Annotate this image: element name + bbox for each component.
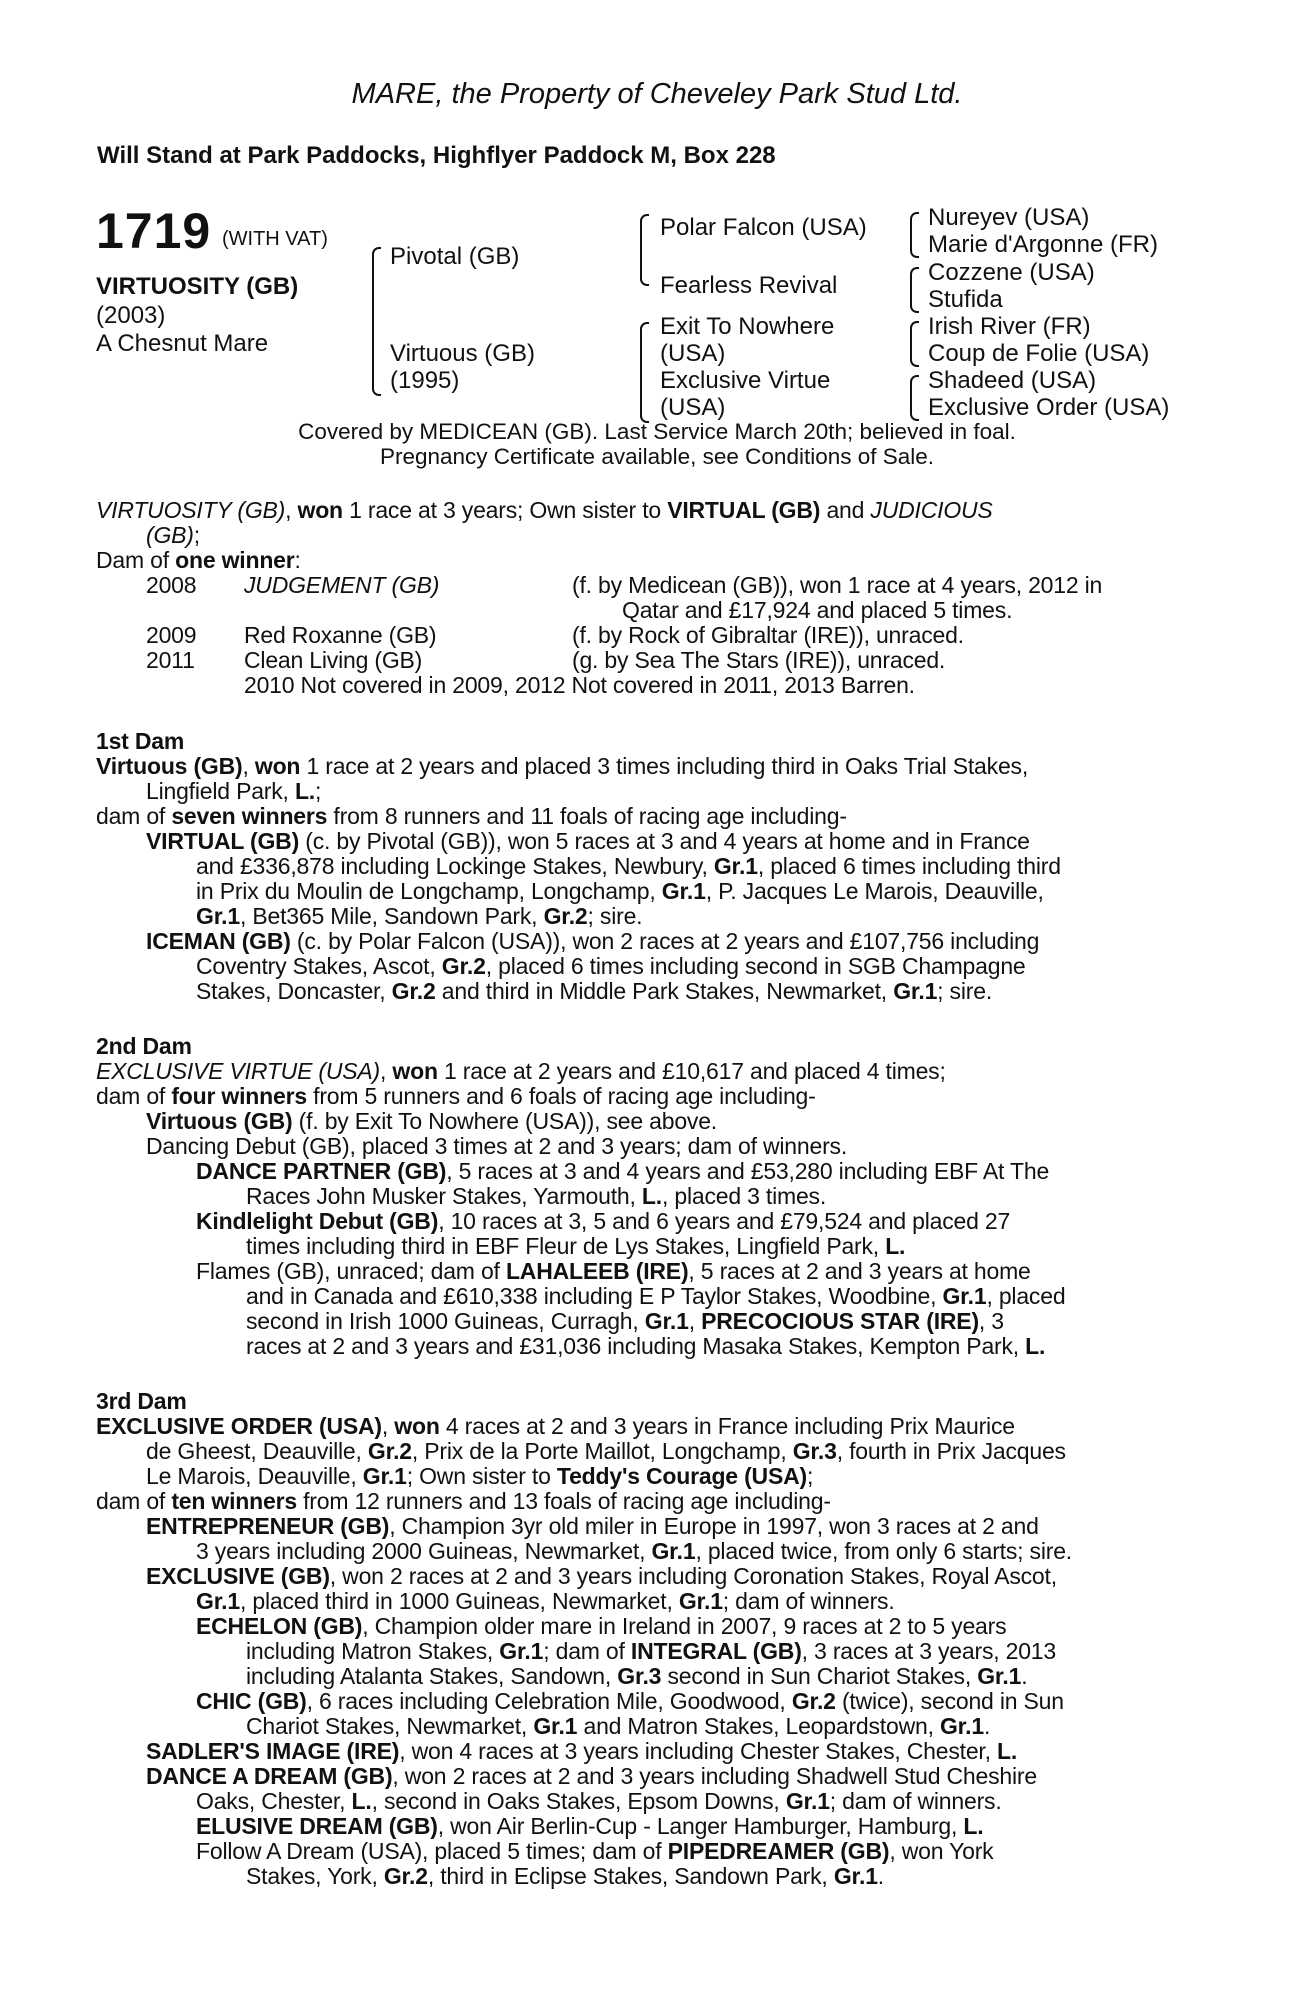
- text-line: dam of ten winners from 12 runners and 13 foals of racing age including-: [96, 1488, 831, 1514]
- text-line: Follow A Dream (USA), placed 5 times; dam of PIPEDREAMER (GB), won York: [196, 1838, 994, 1864]
- pedigree-dss: Irish River (FR): [928, 313, 1091, 340]
- text-line: ICEMAN (GB) (c. by Polar Falcon (USA)), won 2 races at 2 years and £107,756 including: [146, 928, 1040, 954]
- text-line: SADLER'S IMAGE (IRE), won 4 races at 3 years including Chester Stakes, Chester, L.: [146, 1738, 1018, 1764]
- pedigree-ddd: Exclusive Order (USA): [928, 394, 1170, 421]
- produce-name: Clean Living (GB): [244, 647, 423, 673]
- text-line: Stakes, York, Gr.2, third in Eclipse Stakes, Sandown Park, Gr.1.: [246, 1863, 884, 1889]
- text-line: Dam of one winner:: [96, 547, 301, 573]
- text-line: Races John Musker Stakes, Yarmouth, L., placed 3 times.: [246, 1183, 827, 1209]
- text-line: de Gheest, Deauville, Gr.2, Prix de la Porte Maillot, Longchamp, Gr.3, fourth in Prix Jacques: [146, 1438, 1066, 1464]
- vat-note: (WITH VAT): [222, 228, 328, 250]
- text-line: 2010 Not covered in 2009, 2012 Not covered in 2011, 2013 Barren.: [244, 672, 915, 698]
- text-line: Kindlelight Debut (GB), 10 races at 3, 5 and 6 years and £79,524 and placed 27: [196, 1208, 1011, 1234]
- text-line: ECHELON (GB), Champion older mare in Ireland in 2007, 9 races at 2 to 5 years: [196, 1613, 1007, 1639]
- produce-year: 2011: [146, 647, 195, 673]
- covered-note: Covered by MEDICEAN (GB). Last Service March 20th; believed in foal.: [298, 419, 1016, 444]
- text-line: CHIC (GB), 6 races including Celebration Mile, Goodwood, Gr.2 (twice), second in Sun: [196, 1688, 1064, 1714]
- text-line: EXCLUSIVE (GB), won 2 races at 2 and 3 years including Coronation Stakes, Royal Ascot,: [146, 1563, 1057, 1589]
- text-line: EXCLUSIVE ORDER (USA), won 4 races at 2 and 3 years in France including Prix Maurice: [96, 1413, 1015, 1439]
- text-line: ELUSIVE DREAM (GB), won Air Berlin-Cup - Langer Hamburger, Hamburg, L.: [196, 1813, 984, 1839]
- section-heading: 2nd Dam: [96, 1033, 192, 1059]
- text-line: Flames (GB), unraced; dam of LAHALEEB (IRE), 5 races at 2 and 3 years at home: [196, 1258, 1031, 1284]
- produce-year: 2008: [146, 572, 197, 598]
- stand-location: Will Stand at Park Paddocks, Highflyer Paddock M, Box 228: [97, 142, 776, 169]
- section-heading: 3rd Dam: [96, 1388, 187, 1414]
- pedigree-sire: Pivotal (GB): [390, 243, 520, 270]
- pedigree-dam-year: (1995): [390, 367, 460, 394]
- text-line: VIRTUOSITY (GB), won 1 race at 3 years; Own sister to VIRTUAL (GB) and JUDICIOUS: [96, 497, 993, 523]
- horse-name: VIRTUOSITY (GB): [96, 273, 299, 300]
- pedigree-dam-dam-country: (USA): [660, 394, 726, 421]
- text-line: EXCLUSIVE VIRTUE (USA), won 1 race at 2 years and £10,617 and placed 4 times;: [96, 1058, 946, 1084]
- text-line: Coventry Stakes, Ascot, Gr.2, placed 6 times including second in SGB Champagne: [196, 953, 1026, 979]
- text-line: races at 2 and 3 years and £31,036 including Masaka Stakes, Kempton Park, L.: [246, 1333, 1046, 1359]
- pregnancy-note: Pregnancy Certificate available, see Conditions of Sale.: [379, 444, 935, 469]
- text-line: Oaks, Chester, L., second in Oaks Stakes, Epsom Downs, Gr.1; dam of winners.: [196, 1788, 1002, 1814]
- catalogue-title: MARE, the Property of Cheveley Park Stud Ltd.: [351, 78, 963, 110]
- pedigree-dam-sire-country: (USA): [660, 340, 726, 367]
- text-line: Virtuous (GB) (f. by Exit To Nowhere (USA)), see above.: [146, 1108, 717, 1134]
- text-line: and £336,878 including Lockinge Stakes, Newbury, Gr.1, placed 6 times including third: [196, 853, 1061, 879]
- text-line: Chariot Stakes, Newmarket, Gr.1 and Matron Stakes, Leopardstown, Gr.1.: [246, 1713, 991, 1739]
- pedigree-dds: Shadeed (USA): [928, 367, 1097, 394]
- text-line: Virtuous (GB), won 1 race at 2 years and placed 3 times including third in Oaks Trial Stakes,: [96, 753, 1029, 779]
- horse-description: A Chesnut Mare: [96, 330, 269, 357]
- text-line: second in Irish 1000 Guineas, Curragh, Gr.1, PRECOCIOUS STAR (IRE), 3: [246, 1308, 1004, 1334]
- text-line: in Prix du Moulin de Longchamp, Longchamp, Gr.1, P. Jacques Le Marois, Deauville,: [196, 878, 1044, 904]
- text-line: Stakes, Doncaster, Gr.2 and third in Middle Park Stakes, Newmarket, Gr.1; sire.: [196, 978, 993, 1004]
- text-line: Gr.1, placed third in 1000 Guineas, Newmarket, Gr.1; dam of winners.: [196, 1588, 895, 1614]
- produce-name: Red Roxanne (GB): [244, 622, 437, 648]
- produce-detail: (g. by Sea The Stars (IRE)), unraced.: [572, 647, 946, 673]
- produce-year: 2009: [146, 622, 197, 648]
- pedigree-dam-sire: Exit To Nowhere: [660, 313, 835, 340]
- text-line: Le Marois, Deauville, Gr.1; Own sister to Teddy's Courage (USA);: [146, 1463, 814, 1489]
- text-line: DANCE PARTNER (GB), 5 races at 3 and 4 years and £53,280 including EBF At The: [196, 1158, 1050, 1184]
- text-line: Lingfield Park, L.;: [146, 778, 322, 804]
- text-line: 3 years including 2000 Guineas, Newmarket, Gr.1, placed twice, from only 6 starts; sire.: [196, 1538, 1072, 1564]
- text-line: dam of four winners from 5 runners and 6 foals of racing age including-: [96, 1083, 816, 1109]
- text-line: times including third in EBF Fleur de Lys Stakes, Lingfield Park, L.: [246, 1233, 906, 1259]
- pedigree-dsd: Coup de Folie (USA): [928, 340, 1150, 367]
- text-line: including Atalanta Stakes, Sandown, Gr.3 second in Sun Chariot Stakes, Gr.1.: [246, 1663, 1028, 1689]
- pedigree-sire-sire: Polar Falcon (USA): [660, 214, 867, 241]
- text-line: VIRTUAL (GB) (c. by Pivotal (GB)), won 5 races at 3 and 4 years at home and in France: [146, 828, 1030, 854]
- text-line: DANCE A DREAM (GB), won 2 races at 2 and 3 years including Shadwell Stud Cheshire: [146, 1763, 1037, 1789]
- pedigree-dam-dam: Exclusive Virtue: [660, 367, 831, 394]
- text-line: and in Canada and £610,338 including E P Taylor Stakes, Woodbine, Gr.1, placed: [246, 1283, 1066, 1309]
- produce-detail: Qatar and £17,924 and placed 5 times.: [622, 597, 1013, 623]
- text-line: Gr.1, Bet365 Mile, Sandown Park, Gr.2; sire.: [196, 903, 643, 929]
- text-line: dam of seven winners from 8 runners and 11 foals of racing age including-: [96, 803, 847, 829]
- pedigree-sds: Cozzene (USA): [928, 259, 1095, 286]
- text-line: Dancing Debut (GB), placed 3 times at 2 and 3 years; dam of winners.: [146, 1133, 848, 1159]
- lot-number: 1719: [96, 203, 212, 259]
- pedigree-dam: Virtuous (GB): [390, 340, 535, 367]
- text-line: (GB);: [146, 522, 200, 548]
- section-heading: 1st Dam: [96, 728, 185, 754]
- produce-detail: (f. by Medicean (GB)), won 1 race at 4 years, 2012 in: [572, 572, 1103, 598]
- horse-year: (2003): [96, 302, 166, 329]
- pedigree-ssd: Marie d'Argonne (FR): [928, 231, 1158, 258]
- pedigree-sss: Nureyev (USA): [928, 204, 1090, 231]
- text-line: ENTREPRENEUR (GB), Champion 3yr old miler in Europe in 1997, won 3 races at 2 and: [146, 1513, 1039, 1539]
- produce-name: JUDGEMENT (GB): [244, 572, 440, 598]
- produce-detail: (f. by Rock of Gibraltar (IRE)), unraced.: [572, 622, 964, 648]
- pedigree-sdd: Stufida: [928, 286, 1003, 313]
- text-line: including Matron Stakes, Gr.1; dam of INTEGRAL (GB), 3 races at 3 years, 2013: [246, 1638, 1056, 1664]
- pedigree-sire-dam: Fearless Revival: [660, 272, 838, 299]
